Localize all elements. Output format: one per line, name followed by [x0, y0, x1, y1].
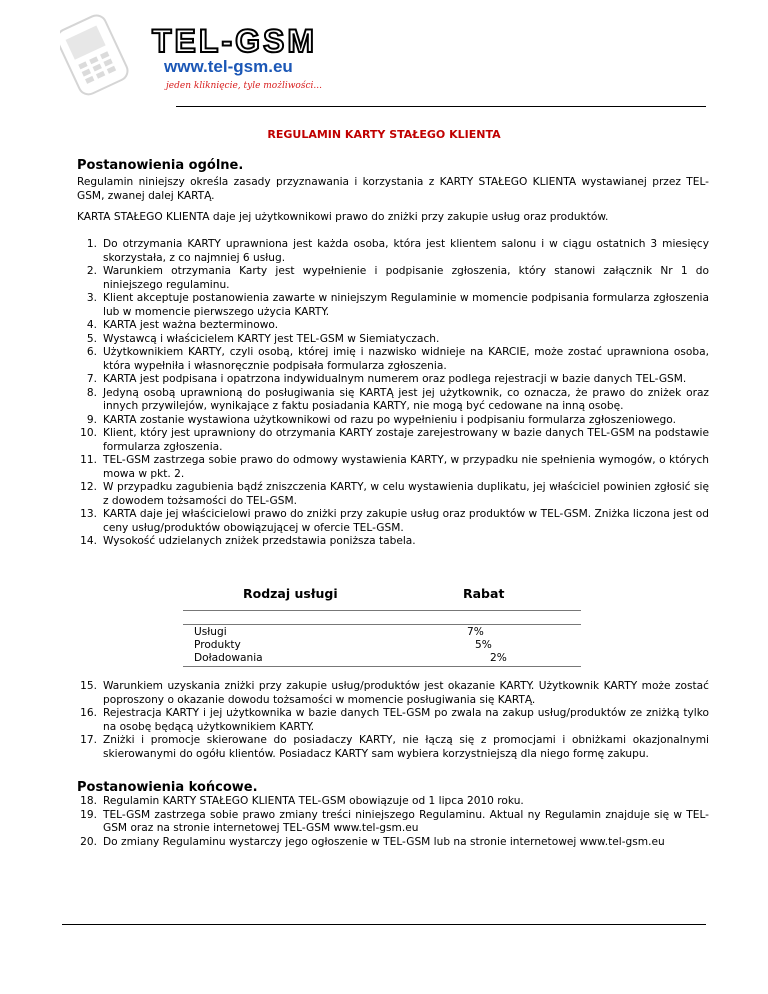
- section-heading-general: Postanowienia ogólne.: [77, 158, 244, 173]
- list-item: [77, 414, 709, 428]
- list-item-number: 6.: [86, 346, 97, 358]
- list-item: [77, 508, 709, 535]
- list-item: [77, 346, 709, 373]
- list-item-text: KARTA jest podpisana i opatrzona indywidualnym numerem oraz podlega rejestracji w bazie danych TEL-GSM.: [103, 373, 687, 385]
- logo: [60, 14, 420, 96]
- list-item-text: TEL-GSM zastrzega sobie prawo zmiany treści niniejszego Regulaminu. Aktual ny Regulamin znajduje się w TEL-GSM oraz na stronie internetowej TEL-GSM www.tel-gsm.eu: [103, 808, 709, 834]
- list-item-text: Wystawcą i właścicielem KARTY jest TEL-GSM w Siemiatyczach.: [103, 332, 440, 345]
- list-item-number: 7.: [86, 373, 97, 385]
- list-item-number: 3.: [86, 292, 97, 304]
- list-item: [77, 707, 709, 734]
- list-item-number: 5.: [86, 332, 97, 345]
- list-item: [77, 333, 709, 347]
- list-item-text: Zniżki i promocje skierowane do posiadaczy KARTY, nie łączą się z promocjami i obniżkami okazjonalnymi skierowanymi do ogółu klientów. Posiadacz KARTY sam wybiera korzystniejszą dla niego formę zakupu.: [103, 734, 709, 760]
- list-item-text: Do zmiany Regulaminu wystarczy jego ogłoszenie w TEL-GSM lub na stronie internetowej www.tel-gsm.eu: [103, 835, 665, 848]
- list-item-number: 4.: [86, 319, 97, 331]
- list-item-number: 2.: [86, 265, 97, 277]
- table-row-value: 2%: [490, 652, 507, 664]
- list-item-number: 20.: [80, 835, 97, 848]
- logo-graphic: [60, 14, 420, 96]
- list-item: [77, 836, 709, 850]
- list-item-text: Warunkiem otrzymania Karty jest wypełnienie i podpisanie zgłoszenia, który stanowi załącznik Nr 1 do niniejszego regulaminu.: [103, 265, 709, 291]
- list-item: [77, 535, 709, 549]
- intro-paragraph-2: KARTA STAŁEGO KLIENTA daje jej użytkownikowi prawo do zniżki przy zakupie usług oraz produktów.: [77, 211, 609, 223]
- list-item-text: Klient akceptuje postanowienia zawarte w niniejszym Regulaminie w momencie podpisania formularza zgłoszenia lub w momencie pierwszego użycia KARTY.: [103, 292, 709, 318]
- logo-brand-text: TEL-GSM: [152, 23, 317, 59]
- list-item-text: Jedyną osobą uprawnioną do posługiwania się KARTĄ jest jej użytkownik, co oznacza, że prawo do zniżek oraz innych przywilejów, wynikające z faktu posiadania KARTY, nie mogą być cedowane na inną osobę.: [103, 386, 709, 412]
- list-item-number: 1.: [86, 238, 97, 250]
- list-item-number: 8.: [86, 386, 97, 399]
- list-item-number: 17.: [80, 734, 97, 746]
- list-item: [77, 795, 709, 809]
- header-divider: [176, 106, 706, 107]
- table-header-discount: Rabat: [463, 586, 505, 601]
- logo-url-text: www.tel-gsm.eu: [164, 57, 293, 76]
- list-item: [77, 387, 709, 414]
- list-item: [77, 292, 709, 319]
- list-item-text: TEL-GSM zastrzega sobie prawo do odmowy wystawienia KARTY, w przypadku nie spełnienia wymogów, o których mowa w pkt. 2.: [103, 454, 709, 480]
- table-row-value: 5%: [475, 639, 492, 651]
- list-item: [77, 238, 709, 265]
- list-item: [77, 319, 709, 333]
- list-item-number: 12.: [80, 481, 97, 493]
- section-heading-final: Postanowienia końcowe.: [77, 780, 258, 795]
- general-provisions-list: [77, 238, 709, 549]
- document-title: REGULAMIN KARTY STAŁEGO KLIENTA: [267, 128, 501, 141]
- list-item-number: 10.: [80, 427, 97, 439]
- list-item-number: 13.: [80, 508, 97, 520]
- list-item-number: 14.: [80, 535, 97, 547]
- list-item-text: Użytkownikiem KARTY, czyli osobą, której imię i nazwisko widnieje na KARCIE, może zostać uprawniona osoba, która wypełniła i własnoręcznie podpisała formularza zgłoszenia.: [103, 346, 709, 372]
- table-row-value: 7%: [467, 626, 484, 638]
- list-item: [77, 265, 709, 292]
- footer-divider: [62, 924, 706, 925]
- list-item-number: 18.: [80, 795, 97, 807]
- intro-paragraph: Regulamin niniejszy określa zasady przyznawania i korzystania z KARTY STAŁEGO KLIENTA wystawianej przez TEL-GSM, zwanej dalej KARTĄ.: [77, 176, 709, 202]
- list-item: [77, 373, 709, 387]
- list-item-text: Do otrzymania KARTY uprawniona jest każda osoba, która jest klientem salonu i w ciągu ostatnich 3 miesięcy skorzystała, z co najmniej 6 usług.: [103, 238, 709, 264]
- list-item-number: 9.: [86, 413, 97, 426]
- logo-slogan-text: jeden kliknięcie, tyle możliwości...: [166, 81, 322, 91]
- table-divider: [183, 666, 581, 667]
- additional-provisions-list: [77, 680, 709, 761]
- list-item: [77, 427, 709, 454]
- list-item: [77, 454, 709, 481]
- list-item-number: 16.: [80, 707, 97, 719]
- table-row-name: Doładowania: [194, 652, 263, 664]
- list-item: [77, 680, 709, 707]
- list-item-number: 15.: [80, 680, 97, 692]
- list-item: [77, 481, 709, 508]
- list-item-text: Warunkiem uzyskania zniżki przy zakupie usług/produktów jest okazanie KARTY. Użytkownik KARTY może zostać poproszony o okazanie dowodu tożsamości w momencie posługiwania się KARTĄ.: [103, 680, 709, 706]
- list-item: [77, 734, 709, 761]
- table-row-name: Usługi: [194, 626, 227, 638]
- phone-icon: [60, 14, 131, 96]
- table-row-name: Produkty: [194, 639, 241, 651]
- list-item-number: 19.: [80, 808, 97, 821]
- list-item-text: KARTA daje jej właścicielowi prawo do zniżki przy zakupie usług oraz produktów w TEL-GSM. Zniżka liczona jest od ceny usług/produktów obowiązującej w ofercie TEL-GSM.: [103, 508, 709, 534]
- list-item-text: KARTA jest ważna bezterminowo.: [103, 319, 279, 331]
- list-item-text: Wysokość udzielanych zniżek przedstawia poniższa tabela.: [103, 535, 416, 547]
- table-header-service: Rodzaj usługi: [243, 586, 338, 601]
- list-item-text: W przypadku zagubienia bądź zniszczenia KARTY, w celu wystawienia duplikatu, jej właściciel powinien zgłosić się z dowodem tożsamości do TEL-GSM.: [103, 481, 709, 507]
- table-divider: [183, 610, 581, 611]
- list-item-text: Rejestracja KARTY i jej użytkownika w bazie danych TEL-GSM po zwala na zakup usług/produktów ze zniżką tylko na osobę będącą użytkownikiem KARTY.: [103, 707, 709, 733]
- list-item-text: Klient, który jest uprawniony do otrzymania KARTY zostaje zarejestrowany w bazie danych TEL-GSM na podstawie formularza zgłoszenia.: [103, 427, 709, 453]
- table-divider: [183, 624, 581, 625]
- list-item-text: KARTA zostanie wystawiona użytkownikowi od razu po wypełnieniu i podpisaniu formularza zgłoszeniowego.: [103, 413, 676, 426]
- final-provisions-list: [77, 795, 709, 849]
- list-item-text: Regulamin KARTY STAŁEGO KLIENTA TEL-GSM obowiązuje od 1 lipca 2010 roku.: [103, 795, 524, 807]
- list-item: [77, 809, 709, 836]
- list-item-number: 11.: [80, 454, 97, 466]
